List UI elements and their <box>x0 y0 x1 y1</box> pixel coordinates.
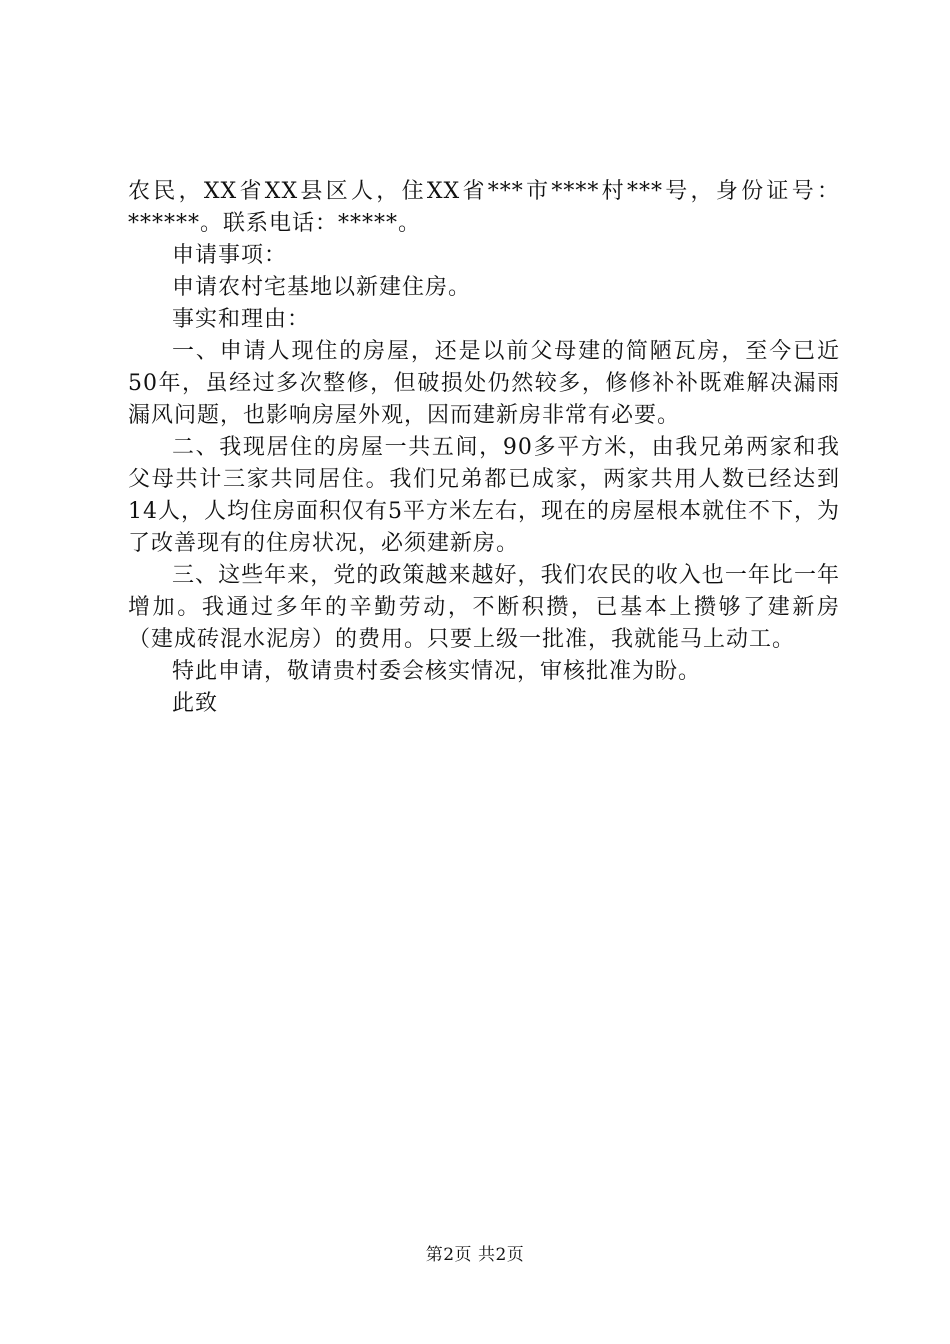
document-body <box>128 176 840 720</box>
facts-reasons-heading: 事实和理由： <box>172 307 311 332</box>
reason-one-paragraph: 一、申请人现住的房屋，还是以前父母建的简陋瓦房，至今已近50年，虽经过多次整修，但破损处仍然较多，修修补补既难解决漏雨漏风问题，也影响房屋外观，因而建新房非常有必要。 <box>128 339 840 428</box>
application-item-heading: 申请事项： <box>172 243 288 268</box>
reason-two-paragraph: 二、我现居住的房屋一共五间，90多平方米，由我兄弟两家和我父母共计三家共同居住。我们兄弟都已成家，两家共用人数已经达到14人，人均住房面积仅有5平方米左右，现在的房屋根本就住不下，为了改善现有的住房状况，必须建新房。 <box>128 435 840 556</box>
reason-three-paragraph: 三、这些年来，党的政策越来越好，我们农民的收入也一年比一年增加。我通过多年的辛勤劳动，不断积攒，已基本上攒够了建新房（建成砖混水泥房）的费用。只要上级一批准，我就能马上动工。 <box>128 563 840 652</box>
application-item-paragraph: 申请农村宅基地以新建住房。 <box>172 275 472 300</box>
page-number-footer: 第2页 共2页 <box>425 1245 525 1265</box>
applicant-info-paragraph: 农民，XX省XX县区人，住XX省***市****村***号，身份证号：******。联系电话：*****。 <box>128 179 840 236</box>
salutation-paragraph: 此致 <box>172 691 219 716</box>
closing-request-paragraph: 特此申请，敬请贵村委会核实情况，审核批准为盼。 <box>172 659 702 684</box>
